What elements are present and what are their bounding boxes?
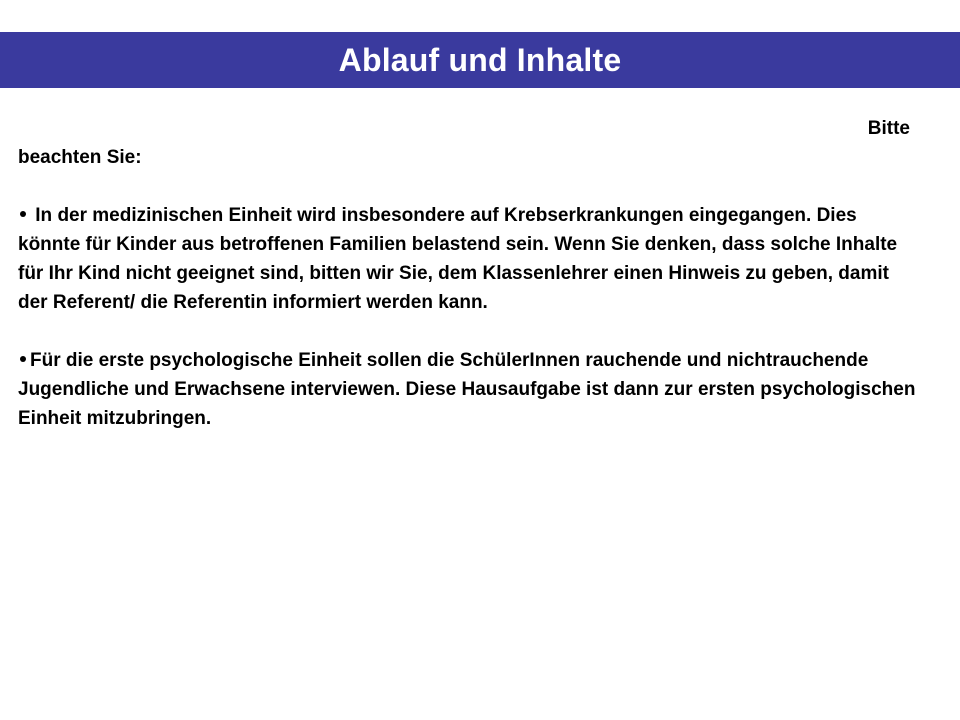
spacer <box>18 317 918 346</box>
title-bar <box>0 32 960 88</box>
bullet-dot-icon <box>20 211 26 217</box>
slide-content <box>18 114 918 433</box>
bullet-item-medical <box>18 201 918 317</box>
bullet-item-psychology <box>18 346 918 433</box>
intro-line-2: beachten Sie: <box>18 147 142 168</box>
slide-title: Ablauf und Inhalte <box>338 41 622 78</box>
bullet-dot-icon <box>20 356 26 362</box>
spacer <box>18 172 918 201</box>
bullet-text-psychology: Für die erste psychologische Einheit sollen die SchülerInnen rauchende und nichtrauchende Jugendliche und Erwachsene interviewen. Diese Hausaufgabe ist dann zur ersten psychologischen Einheit mitzubringen. <box>18 350 916 429</box>
intro-line-1: Bitte <box>867 118 910 139</box>
bullet-text-medical: In der medizinischen Einheit wird insbesondere auf Krebserkrankungen eingegangen. Dies könnte für Kinder aus betroffenen Familien belastend sein. Wenn Sie denken, dass solche Inhalte für Ihr Kind nicht geeignet sind, bitten wir Sie, dem Klassenlehrer einen Hinweis zu geben, damit der Referent/ die Referentin informiert werden kann. <box>18 205 898 313</box>
